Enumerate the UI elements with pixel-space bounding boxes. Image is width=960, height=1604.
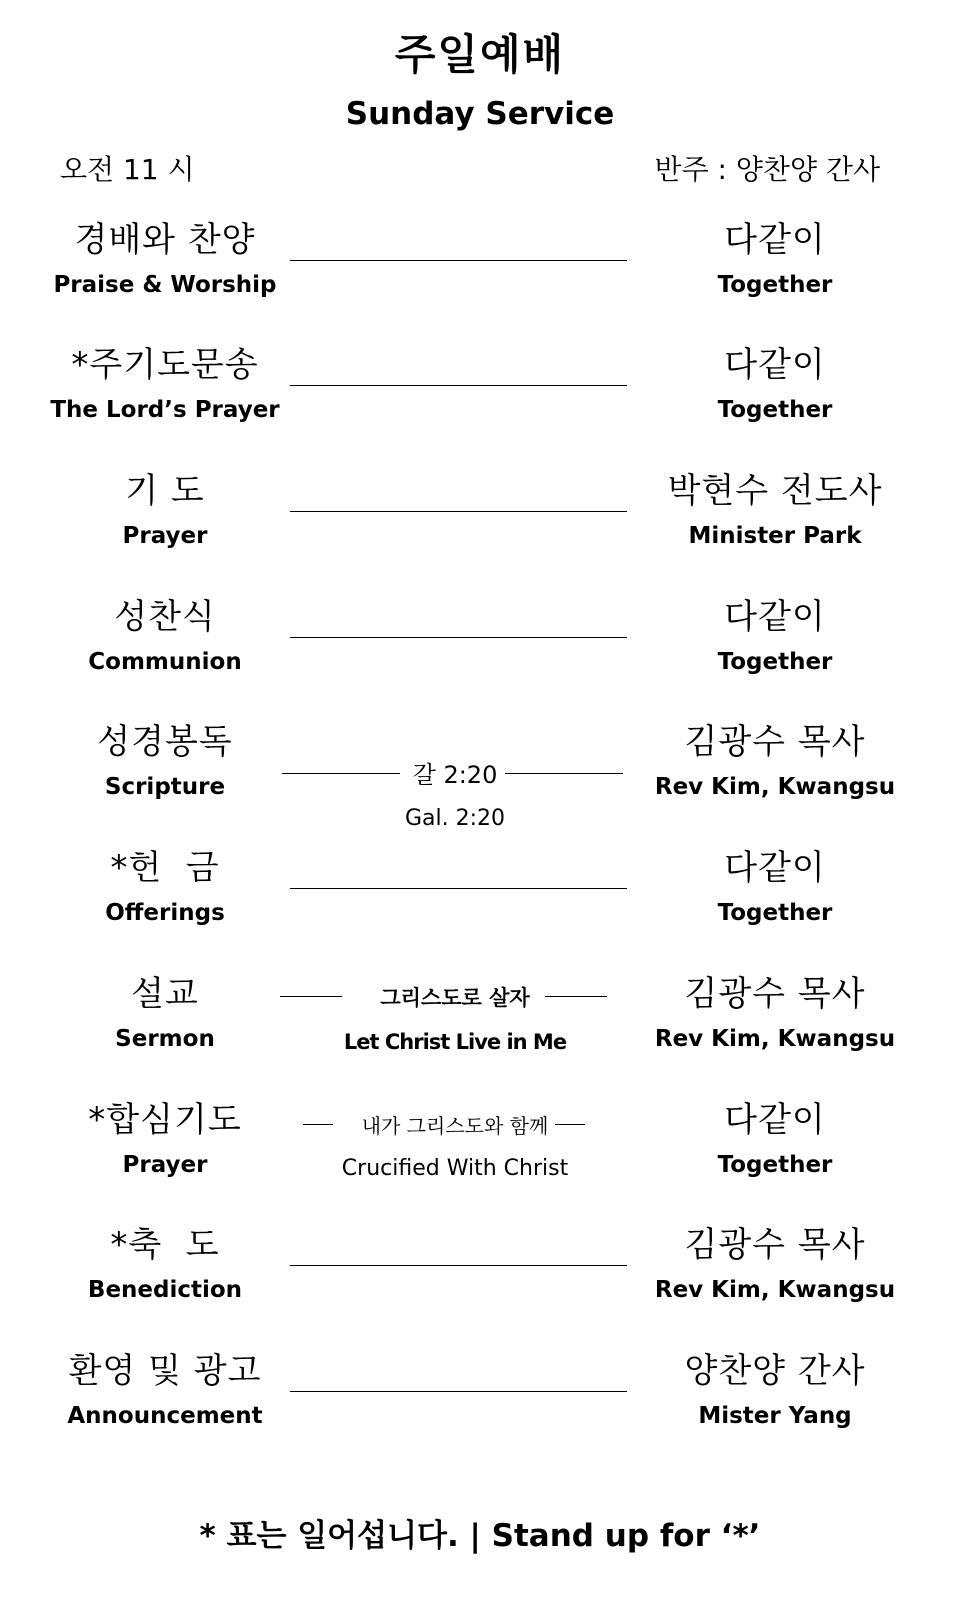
order-item-scripture	[0, 720, 960, 830]
order-item-lords-prayer	[0, 343, 960, 453]
divider-line	[290, 385, 627, 386]
item-leader-ko: 박현수 전도사	[667, 471, 883, 511]
item-title-en: Offerings	[105, 900, 225, 926]
item-leader-en: Rev Kim, Kwangsu	[654, 1026, 896, 1052]
item-title-ko: *축 도	[110, 1225, 220, 1265]
hymn-title-en: Crucified With Christ	[341, 1156, 569, 1181]
item-title-en: Announcement	[67, 1403, 263, 1429]
item-title-ko: 설교	[131, 974, 199, 1014]
item-title-en: Scripture	[104, 774, 226, 800]
hymn-title	[270, 1098, 640, 1208]
order-item-praise	[0, 218, 960, 328]
divider-line	[290, 1391, 627, 1392]
scripture-ko: 갈 2:20	[412, 761, 498, 789]
order-item-offerings	[0, 846, 960, 956]
title-korean: 주일예배	[394, 30, 566, 79]
order-item-unison-prayer	[0, 1098, 960, 1208]
divider-line	[290, 511, 627, 512]
order-item-announcement	[0, 1349, 960, 1459]
item-leader-ko: 다같이	[724, 1100, 826, 1140]
item-title-ko: *주기도문송	[71, 345, 259, 385]
item-leader-en: Together	[717, 649, 833, 675]
divider-line	[290, 637, 627, 638]
item-leader-en: Together	[717, 397, 833, 423]
item-leader-ko: 다같이	[724, 597, 826, 637]
title-english: Sunday Service	[345, 96, 615, 132]
item-leader-en: Minister Park	[688, 523, 862, 549]
standing-note: * 표는 일어섭니다. | Stand up for ‘*’	[199, 1518, 761, 1554]
item-leader-ko: 김광수 목사	[684, 722, 866, 762]
item-title-en: Benediction	[87, 1277, 243, 1303]
sermon-title	[270, 972, 640, 1082]
divider-line	[290, 260, 627, 261]
item-title-en: The Lord’s Prayer	[50, 397, 280, 423]
item-leader-en: Together	[717, 272, 833, 298]
hymn-title-ko: 내가 그리스도와 함께	[361, 1114, 549, 1138]
item-leader-en: Mister Yang	[698, 1403, 852, 1429]
scripture-reference	[270, 720, 640, 830]
item-title-en: Communion	[88, 649, 242, 675]
item-leader-en: Together	[717, 1152, 833, 1178]
item-title-ko: 성경봉독	[97, 722, 233, 762]
item-title-ko: 기 도	[125, 471, 205, 511]
order-item-sermon	[0, 972, 960, 1082]
divider-line	[505, 773, 623, 774]
item-title-ko: *합심기도	[88, 1100, 242, 1140]
order-item-prayer	[0, 469, 960, 579]
item-title-en: Prayer	[122, 1152, 208, 1178]
item-title-ko: 환영 및 광고	[68, 1351, 262, 1391]
item-leader-ko: 다같이	[724, 848, 826, 888]
divider-line	[290, 888, 627, 889]
item-title-ko: *헌 금	[110, 848, 220, 888]
item-leader-ko: 김광수 목사	[684, 1225, 866, 1265]
item-leader-en: Rev Kim, Kwangsu	[654, 1277, 896, 1303]
item-leader-ko: 양찬양 간사	[684, 1351, 866, 1391]
order-item-communion	[0, 595, 960, 705]
item-leader-en: Together	[717, 900, 833, 926]
accompanist: 반주 : 양찬양 간사	[654, 153, 880, 186]
item-title-en: Sermon	[115, 1026, 215, 1052]
item-title-ko: 경배와 찬양	[74, 220, 256, 260]
item-leader-ko: 다같이	[724, 220, 826, 260]
sermon-title-ko: 그리스도로 살자	[380, 986, 530, 1010]
item-title-en: Prayer	[122, 523, 208, 549]
service-time: 오전 11 시	[60, 153, 195, 186]
item-leader-ko: 다같이	[724, 345, 826, 385]
sermon-title-en: Let Christ Live in Me	[343, 1030, 567, 1054]
item-title-en: Praise & Worship	[53, 272, 277, 298]
order-item-benediction	[0, 1223, 960, 1333]
divider-line	[555, 1124, 585, 1125]
item-leader-ko: 김광수 목사	[684, 974, 866, 1014]
divider-line	[290, 1265, 627, 1266]
divider-line	[545, 996, 607, 997]
item-title-ko: 성찬식	[114, 597, 216, 637]
scripture-en: Gal. 2:20	[404, 806, 506, 831]
item-leader-en: Rev Kim, Kwangsu	[654, 774, 896, 800]
